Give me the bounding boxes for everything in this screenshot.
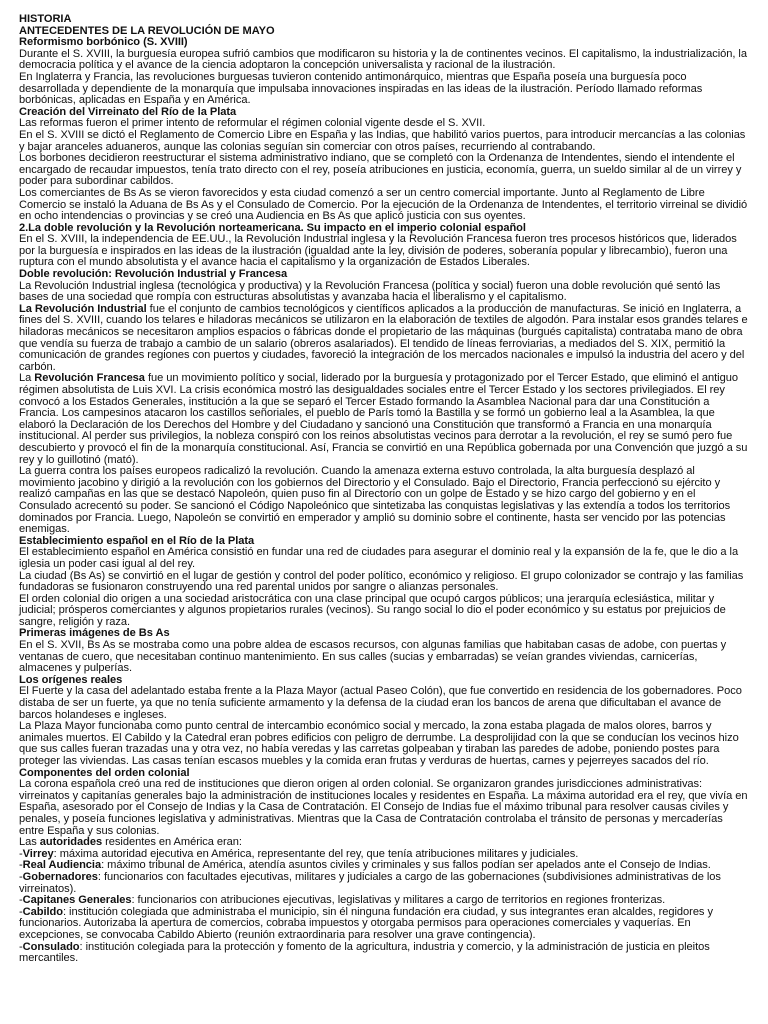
list-item-term: Real Audiencia [22, 859, 102, 872]
section-heading-doble-revolucion: Doble revolución: Revolución Industrial y Francesa [19, 268, 288, 281]
paragraph: El orden colonial dio origen a una sociedad aristocrática con una clase principal que ocupó cargos públicos; una jerarquía eclesiástica, militar y judicial; prósperos comerciantes y algunos propietarios rurales (vecinos). Su rango social lo dio el poder económico y su estatus por prejuicios de sangre, religión y raza. [19, 592, 726, 628]
list-item: -Capitanes Generales: funcionarios con atribuciones ejecutivas, legislativas y militares a cargo de territorios en regiones fronterizas. [19, 894, 666, 907]
paragraph: En el S. XVIII, la independencia de EE.UU., la Revolución Industrial inglesa y la Revolución Francesa fueron tres procesos históricos que, liderados por la burguesía e inspirados en las ideas de la ilustración (igualdad ante la ley, división de poderes, soberanía popular y librecambio), fueron una ruptura con el mundo absolutista y el avance hacia el capitalismo y la organización de Estados Liberales. [19, 233, 737, 269]
paragraph-text: fue un movimiento político y social, liderado por la burguesía y protagonizado por el Tercer Estado, que eliminó el antiguo régimen absolutista de Luis XVI. La crisis económica mostró las desigualdades sociales entre el Tercer Estado y los sectores privilegiados. El rey convocó a los Estados Generales, institución a la que se separó el Tercer Estado formando la Asamblea Nacional para dar una Constitución a Francia. Los campesinos atacaron los castillos señoriales, el pueblo de París tomó la Bastilla y se formó un gobierno leal a la Asamblea, la que elaboró la Declaración de los Derechos del Hombre y del Ciudadano y sancionó una Constitución que transformó a Francia en una monarquía institucional. Al perder sus privilegios, la nobleza conspiró con los reinos absolutistas vecinos para derrotar a la revolución, el rey se sumó pero fue descubierto y provocó el fin de la monarquía constitucional. Así, Francia se convirtió en una República gobernada por una Convención que juzgó a su rey y lo guillotinó (mató). [19, 372, 748, 466]
list-item: -Cabildo: institución colegiada que administraba el municipio, sin él ninguna fundación era ciudad, y sus integrantes eran alcaldes, regidores y funcionarios. Autorizaba la apertura de comercios, cobraba impuestos y otorgaba permisos para operaciones comerciales y vaquerías. En excepciones, se convocaba Cabildo Abierto (reunión extraordinaria para resolver una grave contingencia). [19, 905, 713, 941]
section-heading-reformismo: Reformismo borbónico (S. XVIII) [19, 36, 188, 49]
paragraph: El establecimiento español en América consistió en fundar una red de ciudades para asegurar el dominio real y la expansión de la fe, que le dio a la iglesia un poder casi igual al del rey. [19, 546, 739, 570]
list-item-term: Cabildo [22, 905, 63, 918]
document-title: HISTORIA [19, 13, 72, 25]
list-item-term: Consulado [22, 940, 80, 953]
paragraph: Los comerciantes de Bs As se vieron favorecidos y esta ciudad comenzó a ser un centro comercial importante. Junto al Reglamento de Libre Comercio se instaló la Aduana de Bs As y el Consulado de Comercio. Por la ejecución de la Ordenanza de Intendentes, el territorio virreinal se dividió en ocho intendencias o provincias y se creó una Audiencia en Bs As que aplicó justicia con sus oyentes. [19, 186, 748, 223]
paragraph: La Revolución Industrial inglesa (tecnológica y productiva) y la Revolución Francesa (política y social) fueron una doble revolución qué sentó las bases de una sociedad que rompía con estructuras absolutistas y avanzaba hacia el liberalismo y el capitalismo. [19, 279, 721, 304]
section-heading-establecimiento: Establecimiento español en el Río de la Plata [19, 534, 255, 547]
list-item-text: : funcionarios con facultades ejecutivas, militares y judiciales a cargo de las gobernaciones (subdivisiones administrativas de los virreinatos). [19, 870, 721, 895]
bold-term: autoridades [39, 836, 103, 849]
list-item: -Consulado: institución colegiada para la protección y fomento de la agricultura, industria y comercio, y la administración de justicia en pleitos mercantiles. [19, 940, 710, 965]
list-item-text: : máximo tribunal de América, atendía asuntos civiles y criminales y sus fallos podían ser apelados ante el Consejo de Indias. [101, 859, 711, 872]
list-item: -Gobernadores: funcionarios con facultades ejecutivas, militares y judiciales a cargo de las gobernaciones (subdivisiones administrativas de los virreinatos). [19, 870, 721, 895]
bold-term: La Revolución Industrial [19, 302, 147, 315]
list-item-term: Gobernadores [22, 870, 98, 883]
list-item-term: Virrey [22, 847, 54, 860]
paragraph [19, 304, 748, 374]
paragraph: En el S. XVII, Bs As se mostraba como una pobre aldea de escasos recursos, con algunas familias que habitaban casas de adobe, con puertas y ventanas de cuero, que necesitaban continuo mantenimiento. En sus calles (sucias y embarradas) se veían grandes viviendas, carnicerías, almacenes y pulperías. [19, 639, 727, 675]
section-heading-virreinato: Creación del Virreinato del Río de la Plata [19, 105, 237, 118]
document-subtitle: ANTECEDENTES DE LA REVOLUCIÓN DE MAYO [19, 24, 275, 37]
paragraph-text: La [19, 372, 35, 385]
section-heading-primeras-imagenes: Primeras imágenes de Bs As [19, 627, 170, 640]
list-item-term: Capitanes Generales [22, 894, 132, 907]
bold-term: Revolución Francesa [34, 372, 145, 385]
paragraph: Las reformas fueron el primer intento de reformular el régimen colonial vigente desde el S. XVII. [19, 117, 486, 130]
paragraph: Durante el S. XVIII, la burguesía europea sufrió cambios que modificaron su historia y la de continentes vecinos. El capitalismo, la industrialización, la democracia política y el avance de la ciencia adoptaron la concepción universalista y racional de la ilustración. [19, 47, 747, 72]
list-item-text: : institución colegiada que administraba el municipio, sin él ninguna fundación era ciudad, y sus integrantes eran alcaldes, regidores y funcionarios. Autorizaba la apertura de comercios, cobraba impuestos y otorgaba permisos para operaciones comerciales y vaquerías. En excepciones, se convocaba Cabildo Abierto (reunión extraordinaria para resolver una grave contingencia). [19, 905, 713, 941]
paragraph-text: fue el conjunto de cambios tecnológicos y científicos aplicados a la producción de manufacturas. Se inició en Inglaterra, a fines del S. XVIII, cuando los telares e hiladoras mecánicos se utilizaron en la elaboración de textiles de algodón. Para instalar esos grandes telares e hiladoras mecánicos se necesitaron amplios espacios o fábricas donde el propietario de las máquinas (burgués capitalista) contrataba mano de obra que vendía su fuerza de trabajo a cambio de un salario (obreros asalariados). El tendido de líneas ferroviarias, a mediados del S. XIX, permitió la comunicación de grandes regiones con puertos y ciudades, favoreció la integración de los mercados nacionales e impulsó la industria del acero y del carbón. [19, 302, 748, 373]
list-item: -Real Audiencia: máximo tribunal de América, atendía asuntos civiles y criminales y sus fallos podían ser apelados ante el Consejo de Indias. [19, 859, 711, 872]
paragraph: La guerra contra los países europeos radicalizó la revolución. Cuando la amenaza externa estuvo controlada, la alta burguesía desplazó al movimiento jacobino y dirigió a la revolución con los gobiernos del Directorio y el Consulado. Bajo el Directorio, Francia perfeccionó su ejército y realizó campañas en las que se destacó Napoleón, quien puso fin al Directorio con un golpe de Estado y se hizo cargo del gobierno y en el Consulado acrecentó su poder. Se sancionó el Código Napoleónico que sintetizaba las conquistas legislativas y las extendía a todos los territorios dominados por Francia. Luego, Napoleón se convirtió en emperador y amplió su dominio sobre el continente, hasta ser vencido por las potencias enemigas. [19, 465, 731, 536]
paragraph: En el S. XVIII se dictó el Reglamento de Comercio Libre en España y las Indias, que habilitó varios puertos, para introducir mercancías a las colonias y bajar aranceles aduaneros, aunque las colonias seguían sin comerciar con otros países, recurriendo al contrabando. [19, 128, 746, 153]
paragraph-text: Las [19, 836, 40, 849]
paragraph: En Inglaterra y Francia, las revoluciones burguesas tuvieron contenido antimonárquico, mientras que España poseía una burguesía poco desarrollada y dependiente de la monarquía que impulsaba innovaciones inspiradas en las ideas de la ilustración. Período llamado reformas borbónicas, aplicadas en España y en América. [19, 70, 703, 107]
list-item-text: : institución colegiada para la protección y fomento de la agricultura, industria y comercio, y la administración de justicia en pleitos mercantiles. [19, 940, 710, 965]
section-heading-componentes: Componentes del orden colonial [19, 766, 190, 779]
section-heading-doble-revolucion-norteamericana: 2.La doble revolución y la Revolución norteamericana. Su impacto en el imperio colonial español [19, 221, 526, 234]
paragraph: Los borbones decidieron reestructurar el sistema administrativo indiano, que se completó con la Ordenanza de Intendentes, siendo el intendente el encargado de recaudar impuestos, tenía trato directo con el rey, poseía atribuciones en justicia, economía, guerra, un sueldo similar al de un virrey y poder para subordinar cabildos. [19, 152, 742, 188]
paragraph: La corona española creó una red de instituciones que dieron origen al orden colonial. Se organizaron grandes jurisdicciones administrativas: virreinatos y capitanías generales bajo la administración de instituciones locales y residentes en España. La máxima autoridad era el rey, que vivía en España, asesorado por el Consejo de Indias y la Casa de Contratación. El Consejo de Indias fue el máximo tribunal para resolver causas civiles y penales, y poseía funciones legislativa y administrativas. Mientras que la Casa de Contratación controlaba el tránsito de personas y mercaderías entre España y sus colonias. [19, 778, 748, 837]
list-item: -Virrey: máxima autoridad ejecutiva en América, representante del rey, que tenía atribuciones militares y judiciales. [19, 847, 579, 860]
list-item-text: : máxima autoridad ejecutiva en América, representante del rey, que tenía atribuciones militares y judiciales. [53, 847, 579, 860]
list-item-text: : funcionarios con atribuciones ejecutivas, legislativas y militares a cargo de territorios en regiones fronterizas. [131, 894, 666, 907]
paragraph [19, 373, 748, 466]
section-heading-origenes-reales: Los orígenes reales [19, 673, 123, 686]
paragraph: La ciudad (Bs As) se convirtió en el lugar de gestión y control del poder político, económico y religioso. El grupo colonizador se contrajo y las familias fundadoras se fusionaron construyendo una red parental unidos por sangre o alianzas personales. [19, 569, 744, 594]
paragraph: La Plaza Mayor funcionaba como punto central de intercambio económico social y mercado, la zona estaba plagada de malos olores, barros y animales muertos. El Cabildo y la Catedral eran pobres edificios con peligro de derrumbe. La desprolijidad con la que se conducían los vecinos hizo que sus calles fueran trazadas una y otra vez, no había veredas y las carretas golpeaban y tiraban las paredes de adobe, poniendo postes para proteger las viviendas. Las casas tenían escasos muebles y la comida eran frutas y verduras de huertas, carnes y pejerreyes sacados del río. [19, 720, 739, 767]
paragraph: El Fuerte y la casa del adelantado estaba frente a la Plaza Mayor (actual Paseo Colón), que fue convertido en residencia de los gobernadores. Poco distaba de ser un fuerte, ya que no tenía suficiente armamento y la defensa de la ciudad eran los bancos de arena que dificultaban el avance de barcos holandeses e ingleses. [19, 685, 742, 721]
paragraph-text: residentes en América eran: [102, 836, 242, 849]
